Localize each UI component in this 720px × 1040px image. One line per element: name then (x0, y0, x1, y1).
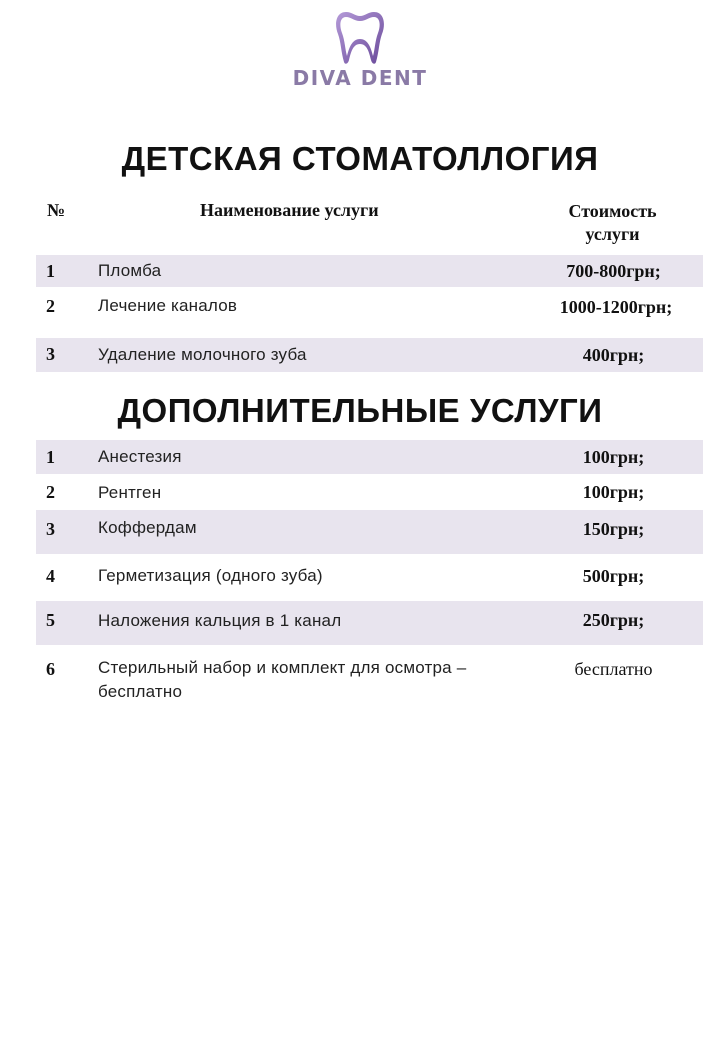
service-name: Рентген (98, 483, 162, 502)
row-number: 2 (46, 482, 55, 502)
table-row (36, 288, 703, 336)
service-price: 400грн; (582, 345, 645, 365)
section2-title: ДОПОЛНИТЕЛЬНЫЕ УСЛУГИ (117, 392, 603, 429)
table-row (36, 440, 703, 474)
service-name: Стерильный набор и комплект для осмотра – бесплатно (98, 658, 467, 701)
service-price: 150грн; (582, 519, 645, 539)
service-name: Герметизация (одного зуба) (98, 566, 323, 585)
tooth-icon (332, 8, 388, 66)
service-name: Наложения кальция в 1 канал (98, 611, 342, 630)
column-header-name: Наименование услуги (200, 200, 379, 220)
logo (0, 8, 720, 90)
row-number: 2 (46, 296, 55, 316)
column-header-number: № (47, 200, 66, 220)
table-row (36, 475, 703, 509)
row-number: 1 (46, 261, 55, 281)
column-header-price: Стоимость услуги (568, 201, 657, 244)
service-price: 100грн; (582, 447, 645, 467)
section1-title: ДЕТСКАЯ СТОМАТОЛЛОГИЯ (121, 140, 599, 177)
row-number: 3 (46, 344, 55, 364)
service-name: Анестезия (98, 447, 182, 466)
table-row (36, 650, 703, 710)
service-name: Лечение каналов (98, 296, 238, 315)
brand-name: DIVA DENT (292, 66, 428, 90)
table-row (36, 338, 703, 372)
row-number: 3 (46, 519, 55, 539)
service-price: 1000-1200грн; (559, 297, 673, 317)
service-price: 100грн; (582, 482, 645, 502)
row-number: 5 (46, 610, 55, 630)
table-row (36, 255, 703, 287)
row-number: 1 (46, 447, 55, 467)
row-number: 4 (46, 566, 55, 586)
service-price: 250грн; (582, 610, 645, 630)
service-name: Удаление молочного зуба (98, 345, 307, 364)
service-name: Пломба (98, 261, 162, 280)
table-row (36, 510, 703, 554)
service-price: бесплатно (574, 659, 653, 679)
service-name: Коффердам (98, 518, 197, 537)
service-price: 700-800грн; (566, 261, 661, 281)
service-price: 500грн; (582, 566, 645, 586)
row-number: 6 (46, 659, 55, 679)
table-row (36, 601, 703, 645)
table-row (36, 556, 703, 600)
